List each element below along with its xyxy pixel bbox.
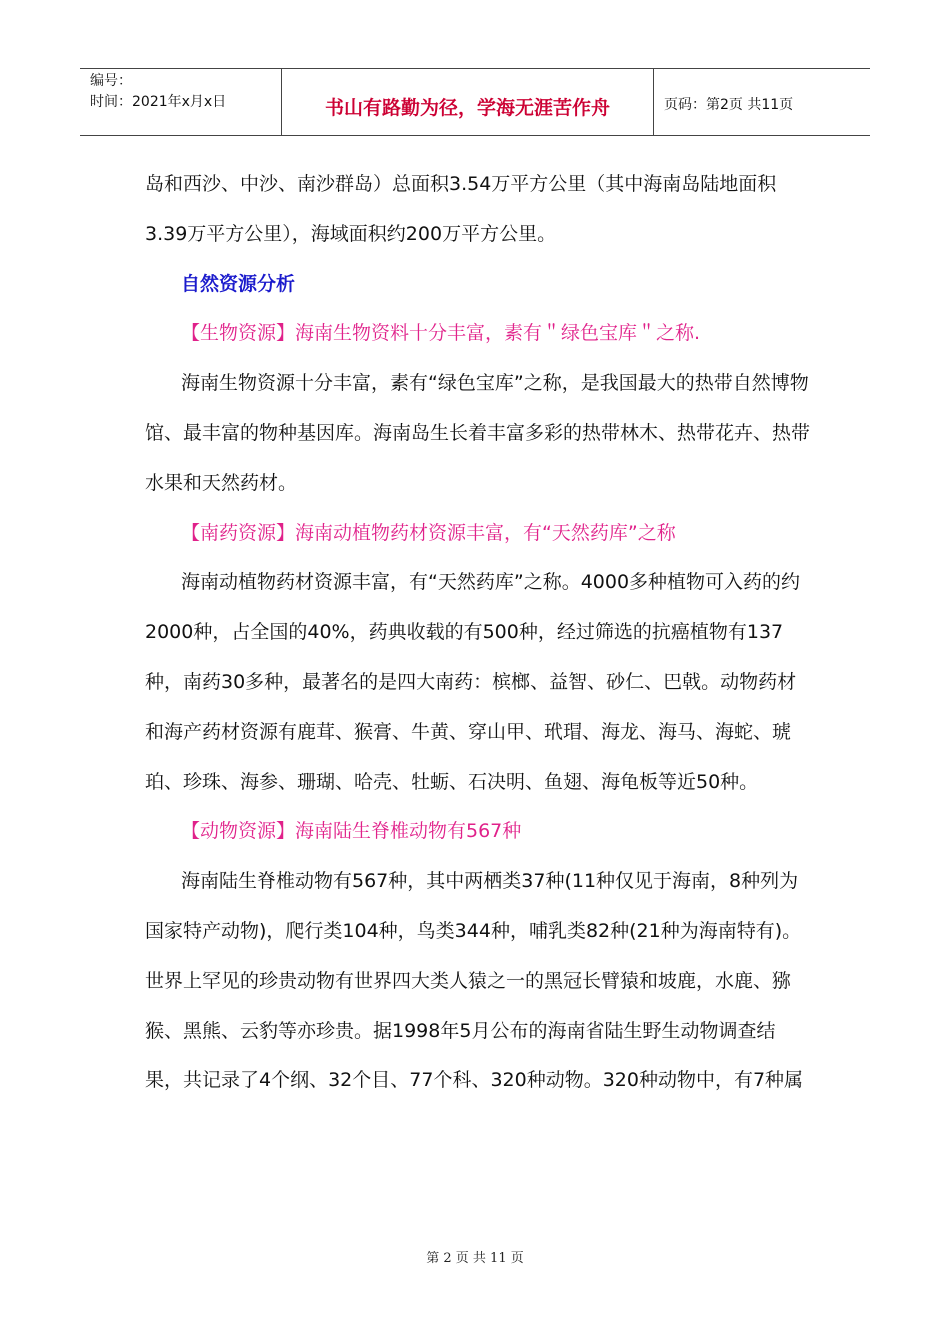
bio-paragraph: 海南生物资源十分丰富，素有“绿色宝库”之称，是我国最大的热带自然博物馆、最丰富的物种基因库。海南岛生长着丰富多彩的热带林木、热带花卉、热带水果和天然药材。	[145, 372, 811, 494]
intro-paragraph: 岛和西沙、中沙、南沙群岛）总面积3.54万平方公里（其中海南岛陆地面积3.39万平方公里），海域面积约200万平方公里。	[145, 173, 777, 245]
section-title: 自然资源分析	[181, 272, 296, 295]
header-meta	[80, 69, 282, 135]
animal-heading: 【动物资源】海南陆生脊椎动物有567种	[181, 820, 522, 843]
medicine-heading: 【南药资源】海南动植物药材资源丰富，有“天然药库”之称	[181, 521, 676, 544]
medicine-paragraph: 海南动植物药材资源丰富，有“天然药库”之称。4000多种植物可入药的约2000种，占全国的40%，药典收载的有500种，经过筛选的抗癌植物有137种，南药30多种，最著名的是四大南药：槟榔、益智、砂仁、巴戟。动物药材和海产药材资源有鹿茸、猴膏、牛黄、穿山甲、玳瑁、海龙、海马、海蛇、琥珀、珍珠、海参、珊瑚、哈壳、牡蛎、石决明、鱼翅、海龟板等近50种。	[145, 571, 801, 793]
bio-heading: 【生物资源】海南生物资料十分丰富，素有＂绿色宝库＂之称.	[181, 322, 701, 345]
animal-paragraph: 海南陆生脊椎动物有567种，其中两栖类37种(11种仅见于海南，8种列为国家特产动物)，爬行类104种，鸟类344种，哺乳类82种(21种为海南特有)。世界上罕见的珍贵动物有世界四大类人猿之一的黑冠长臂猿和坡鹿，水鹿、猕猴、黑熊、云豹等亦珍贵。据1998年5月公布的海南省陆生野生动物调查结果，共记录了4个纲、32个目、77个科、320种动物。320种动物中，有7种属	[145, 870, 804, 1092]
page-footer: 第 2 页 共 11 页	[426, 1251, 524, 1266]
header-page-info: 页码：第2页 共11页	[664, 97, 794, 113]
document-body	[145, 160, 810, 1106]
time-label: 时间：2021年x月x日	[90, 94, 227, 110]
page-header	[80, 68, 870, 136]
number-label: 编号：	[90, 73, 132, 89]
header-motto: 书山有路勤为径，学海无涯苦作舟	[282, 69, 654, 135]
